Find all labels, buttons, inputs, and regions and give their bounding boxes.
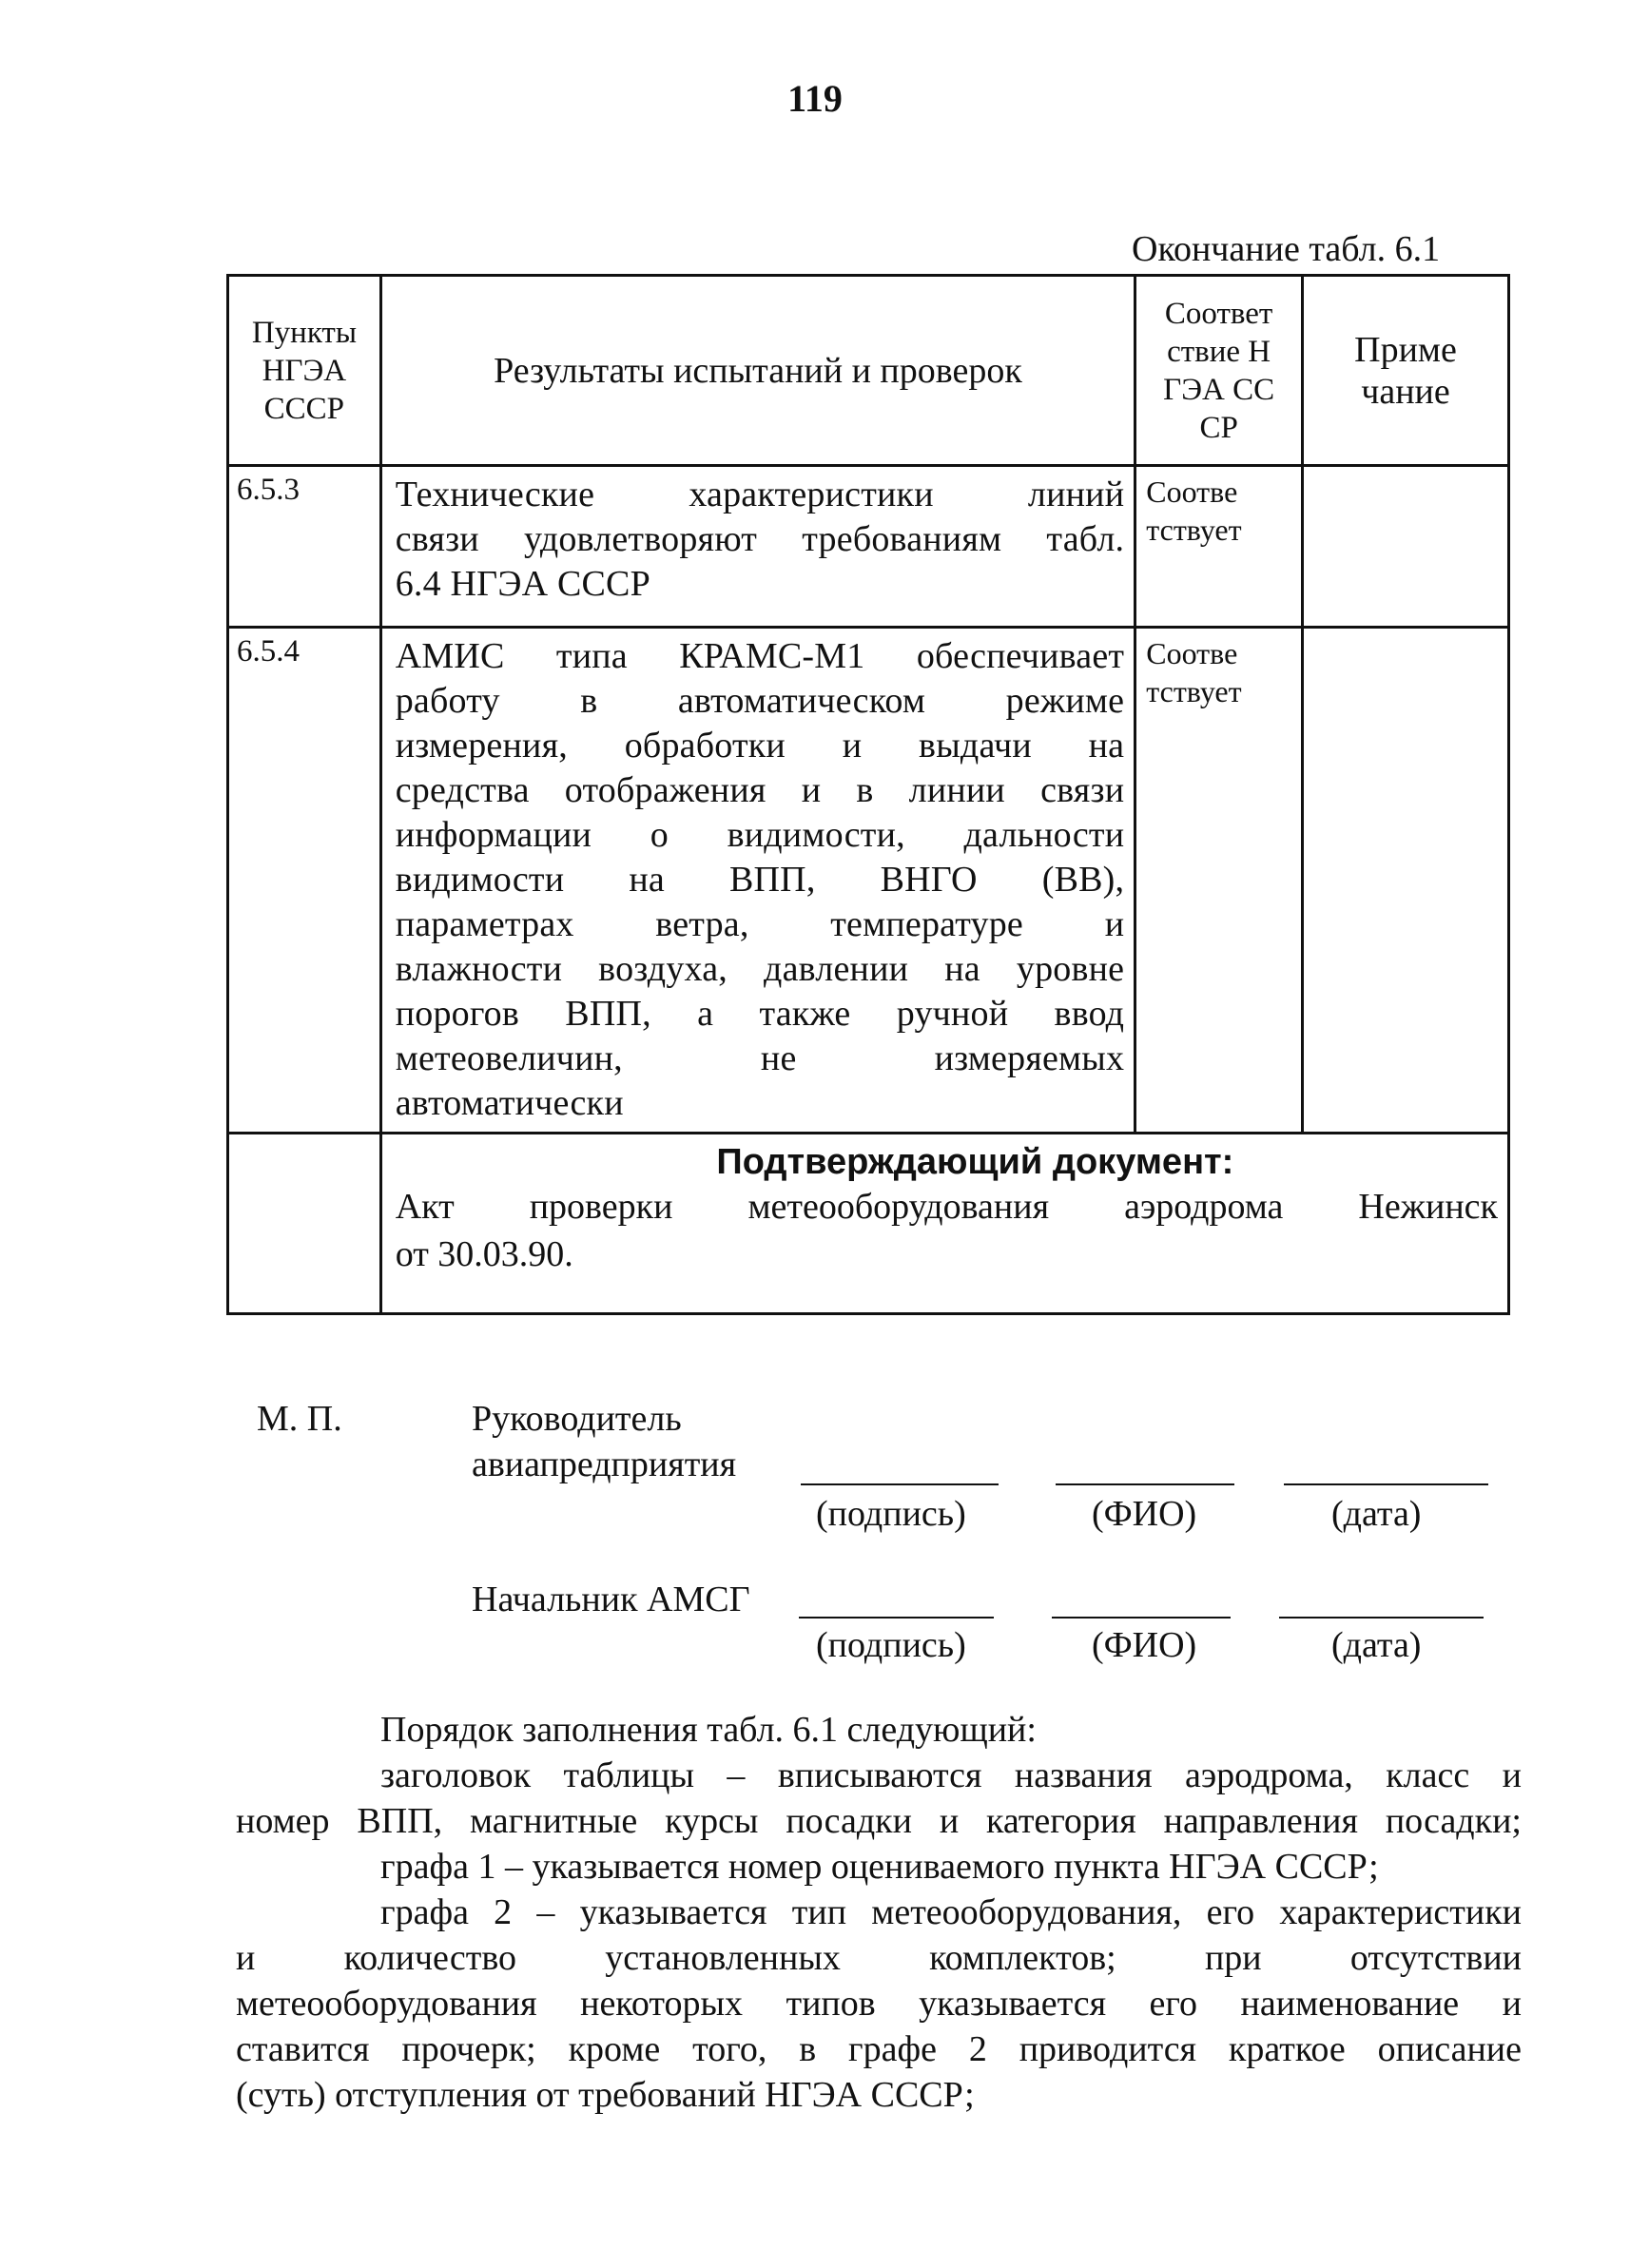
header-note: Примечание [1303,276,1509,466]
body-line: ставится прочерк; кроме того, в графе 2 приводится краткое описание [236,2029,1522,2069]
confirming-document-line: Акт проверки метеооборудования аэродрома Нежинск [395,1187,1498,1227]
result-line: автоматически [395,1083,624,1123]
result-line: работу в автоматическом режиме [395,681,1125,721]
table-header-row [228,276,1509,466]
head-label-line-1: Руководитель [472,1399,682,1439]
result-line: измерения, обработки и выдачи на [395,726,1125,766]
row-conformity: Соответствует [1135,628,1303,1134]
table-caption: Окончание табл. 6.1 [1132,229,1441,269]
amsg-signature-line [799,1617,994,1619]
amsg-date-caption: (дата) [1331,1625,1422,1665]
stamp-label: М. П. [257,1399,342,1439]
result-line: Технические характеристики линий [395,475,1125,514]
confirming-document-row [228,1134,1509,1314]
result-line: связи удовлетворяют требованиям табл. [395,519,1125,559]
row-note [1303,628,1509,1134]
head-name-caption: (ФИО) [1092,1494,1197,1534]
head-name-line [1056,1483,1234,1485]
amsg-name-line [1052,1617,1231,1619]
amsg-label: Начальник АМСГ [472,1580,750,1619]
head-date-caption: (дата) [1331,1494,1422,1534]
header-results: Результаты испытаний и проверок [380,276,1135,466]
body-line: (суть) отступления от требований НГЭА СССР; [236,2075,975,2115]
row-result [380,466,1135,628]
body-line: и количество установленных комплектов; при отсутствии [236,1938,1522,1978]
body-line: номер ВПП, магнитные курсы посадки и категория направления посадки; [236,1801,1522,1841]
confirming-document-title: Подтверждающий документ: [716,1142,1234,1182]
confirming-document-cell [380,1134,1508,1314]
body-line: метеооборудования некоторых типов указывается его наименование и [236,1984,1522,2024]
row-point: 6.5.4 [228,628,381,1134]
amsg-name-caption: (ФИО) [1092,1625,1197,1665]
row-point: 6.5.3 [228,466,381,628]
result-line: видимости на ВПП, ВНГО (ВВ), [395,860,1125,900]
amsg-signature-caption: (подпись) [816,1625,966,1665]
header-points: Пункты НГЭА СССР [228,276,381,466]
instructions-text [236,1707,1522,2118]
row-note [1303,466,1509,628]
head-date-line [1284,1483,1488,1485]
head-label-line-2: авиапредприятия [472,1444,737,1484]
head-signature-caption: (подпись) [816,1494,966,1534]
result-line: информации о видимости, дальности [395,815,1125,855]
amsg-date-line [1279,1617,1484,1619]
body-line: заголовок таблицы – вписываются названия аэродрома, класс и [380,1755,1522,1795]
result-line: порогов ВПП, а также ручной ввод [395,994,1125,1034]
row-result [380,628,1135,1134]
result-line: метеовеличин, не измеряемых [395,1038,1125,1078]
head-signature-line [801,1483,999,1485]
table-row [228,466,1509,628]
result-line: 6.4 НГЭА СССР [395,564,650,604]
result-line: средства отображения и в линии связи [395,770,1125,810]
body-line: графа 1 – указывается номер оцениваемого пункта НГЭА СССР; [380,1847,1379,1887]
result-line: влажности воздуха, давлении на уровне [395,949,1125,989]
row-conformity: Соответствует [1135,466,1303,628]
header-conformity: Соответствие НГЭА СССР [1135,276,1303,466]
body-line: графа 2 – указывается тип метеооборудования, его характеристики [380,1892,1522,1932]
page-number: 119 [787,77,843,120]
compliance-table [226,274,1510,1315]
confirming-document-text [396,1183,1498,1278]
table-row [228,628,1509,1134]
result-line: параметрах ветра, температуре и [395,904,1125,944]
result-line: АМИС типа КРАМС-М1 обеспечивает [395,636,1125,676]
body-line: Порядок заполнения табл. 6.1 следующий: [380,1710,1037,1750]
confirming-document-empty-cell [228,1134,381,1314]
confirming-document-line: от 30.03.90. [395,1234,573,1274]
